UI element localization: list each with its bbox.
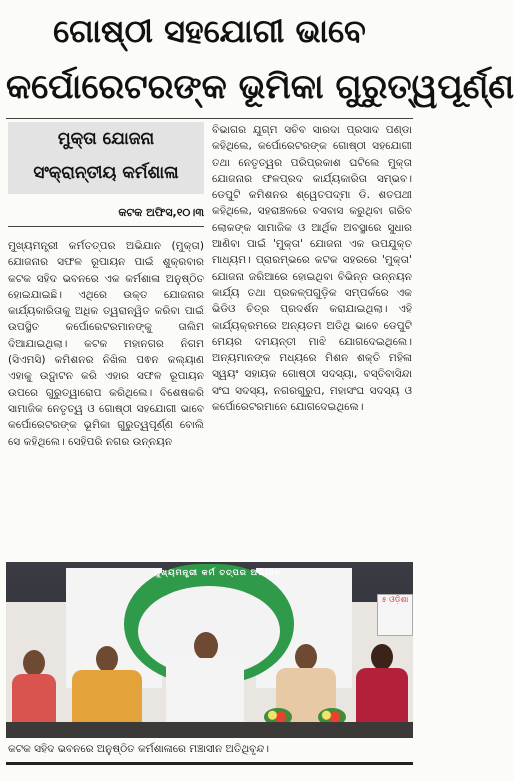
- headline-line-2: କର୍ପୋରେଟରଙ୍କ ଭୂମିକା ଗୁରୁତ୍ୱପୂର୍ଣ୍ଣ: [6, 67, 514, 107]
- photo-caption: କଟକ ସହିଦ ଭବନରେ ଅନୁଷ୍ଠିତ କର୍ମଶାଳାରେ ମଞ୍ଚାସୀନ ଅତିଥିବୃନ୍ଦ।: [8, 743, 269, 755]
- person-1: [12, 650, 56, 728]
- event-photo: [6, 562, 413, 738]
- article-column-left: [8, 238, 204, 558]
- article-column-right: [212, 122, 412, 558]
- headline-divider: [6, 118, 413, 119]
- subheadline-line-2: ସଂକ୍ରାନ୍ତୀୟ କର୍ମଶାଳା: [33, 163, 179, 183]
- dateline: କଟକ ଅଫିସ,୧୦।୩: [118, 206, 204, 219]
- article-text-right: ବିଭାଗର ଯୁଗ୍ମ ସଚିବ ସାରଦା ପ୍ରସାଦ ପଣ୍ଡା କହିଥିଲେ, କର୍ପୋରେଟରଙ୍କ ଗୋଷ୍ଠୀ ସହଯୋଗୀ ତଥା ନେତୃତ୍ୱର ପରିପ୍ରକାଶ ଘଟିଲେ ମୁକ୍ତା ଯୋଜନାର ଫଳପ୍ରଦ କାର୍ଯ୍ୟକାରିତା ସମ୍ଭବ। ଡେପୁଟି କମିଶନର ଶ୍ୱେତପଦ୍ମା ଡି. ଶତପଥୀ କହିଥିଲେ, ସହରାଞ୍ଚଳରେ ବସବାସ କରୁଥିବା ଗରିବ ଲୋକଙ୍କ ସାମାଜିକ ଓ ଆର୍ଥିକ ଅବସ୍ଥାରେ ସୁଧାର ଆଣିବା ପାଇଁ 'ମୁକ୍ତା' ଯୋଜନା ଏକ ଉପଯୁକ୍ତ ମାଧ୍ୟମ। ପ୍ରାରମ୍ଭରେ କଟକ ସହରରେ 'ମୁକ୍ତା' ଯୋଜନା ଜରିଆରେ ହୋଇଥିବା ବିଭିନ୍ନ ଉନ୍ନୟନ କାର୍ଯ୍ୟ ତଥା ପ୍ରକଳ୍ପଗୁଡ଼ିକ ସମ୍ପର୍କରେ ଏକ ଭିଡିଓ ଚିତ୍ର ପ୍ରଦର୍ଶନ କରାଯାଇଥିଲା। ଏହି କାର୍ଯ୍ୟକ୍ରମରେ ଅନ୍ୟତମ ଅତିଥି ଭାବେ ଡେପୁଟି ମେୟର ଦମୟନ୍ତୀ ମାଝି ଯୋଗଦେଇଥିଲେ। ଅନ୍ୟମାନଙ୍କ ମଧ୍ୟରେ ମିଶନ ଶକ୍ତି ମହିଳା ସ୍ୱୟଂ ସହାୟକ ଗୋଷ୍ଠୀ ସଦସ୍ୟା, ବସ୍ତିବାସିନ୍ଦା ସଂଘ ସଦସ୍ୟ, ନଗରଗୁରୁପ, ମହାସଂଘ ସଦସ୍ୟ ଓ କର୍ପୋରେଟରମାନେ ଯୋଗଦେଇଥିଲେ।: [212, 124, 412, 414]
- bottom-rule: [6, 762, 413, 765]
- person-5: [356, 644, 408, 728]
- headline-line-1: ଗୋଷ୍ଠୀ ସହଯୋଗୀ ଭାବେ: [53, 12, 366, 50]
- subheadline-line-1: ମୁକ୍ତା ଯୋଜନା: [57, 129, 155, 149]
- subheadline-box: [8, 122, 204, 194]
- dateline-divider: [8, 226, 204, 227]
- event-sign: ୫ ଓଡ଼ିଶା: [377, 594, 413, 636]
- person-2: [72, 646, 142, 728]
- logo-banner-text: ମୁଖ୍ୟମନ୍ତ୍ରୀ କର୍ମ ତତ୍ପର ଅଭିଯାନ: [154, 568, 281, 577]
- person-3: [166, 632, 244, 728]
- article-text-left: ମୁଖ୍ୟମନ୍ତ୍ରୀ କର୍ମତତ୍ପର ଅଭିଯାନ (ମୁକ୍ତା) ଯୋଜନାର ସଫଳ ରୂପାୟନ ପାଇଁ ଶୁକ୍ରବାର କଟକ ସହିଦ ଭବନରେ ଏକ କର୍ମଶାଳା ଅନୁଷ୍ଠିତ ହୋଇଯାଇଛି। ଏଥିରେ ଉକ୍ତ ଯୋଜନାର କାର୍ଯ୍ୟକାରିତାକୁ ଅଧିକ ତ୍ୱରାନ୍ୱିତ କରିବା ପାଇଁ ଉପସ୍ଥିତ କର୍ପୋରେଟରମାନଙ୍କୁ ତାଲିମ ଦିଆଯାଇଥିଲା। କଟକ ମହାନଗର ନିଗମ (ସିଏମସି) କମିଶନର ନିଖିଲ ପଵନ କଲ୍ୟାଣ ଏହାକୁ ଉଦ୍ଘାଟନ କରି ଏହାର ସଫଳ ରୂପାୟନ ଉପରେ ଗୁରୁତ୍ୱାରୋପ କରିଥିଲେ। ବିଶେଷକରି ସାମାଜିକ ନେତୃତ୍ୱ ଓ ଗୋଷ୍ଠୀ ସହଯୋଗୀ ଭାବେ କର୍ପୋରେଟରଙ୍କ ଭୂମିକା ଗୁରୁତ୍ୱପୂର୍ଣ୍ଣ ବୋଲି ସେ କହିଥିଲେ। ସେହିପରି ନଗର ଉନ୍ନୟନ: [8, 240, 204, 448]
- stage-table: [6, 722, 413, 738]
